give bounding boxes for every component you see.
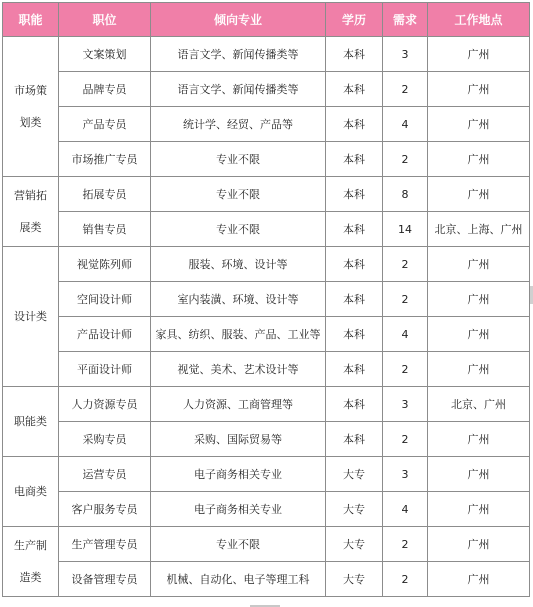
cell-count: 4 bbox=[383, 317, 428, 352]
cell-location: 广州 bbox=[428, 317, 530, 352]
cell-location: 广州 bbox=[428, 72, 530, 107]
table-row bbox=[3, 317, 530, 352]
cell-major: 机械、自动化、电子等理工科 bbox=[151, 562, 326, 597]
cell-education: 本科 bbox=[326, 317, 383, 352]
category-cell bbox=[3, 247, 59, 387]
cell-major: 室内装潢、环境、设计等 bbox=[151, 282, 326, 317]
cell-education: 本科 bbox=[326, 107, 383, 142]
cell-location: 广州 bbox=[428, 37, 530, 72]
cell-location: 广州 bbox=[428, 177, 530, 212]
category-label-line: 设计类 bbox=[14, 309, 47, 323]
cell-count: 4 bbox=[383, 492, 428, 527]
table-row bbox=[3, 37, 530, 72]
cell-count: 3 bbox=[383, 387, 428, 422]
cell-education: 本科 bbox=[326, 37, 383, 72]
table-row bbox=[3, 247, 530, 282]
cell-position: 人力资源专员 bbox=[59, 387, 151, 422]
cell-position: 采购专员 bbox=[59, 422, 151, 457]
cell-education: 本科 bbox=[326, 422, 383, 457]
category-cell bbox=[3, 457, 59, 527]
category-label-line: 营销拓 bbox=[14, 188, 47, 202]
cell-location: 北京、广州 bbox=[428, 387, 530, 422]
recruitment-table bbox=[2, 2, 530, 597]
cell-position: 生产管理专员 bbox=[59, 527, 151, 562]
cell-position: 视觉陈列师 bbox=[59, 247, 151, 282]
cell-count: 14 bbox=[383, 212, 428, 247]
cell-major: 专业不限 bbox=[151, 527, 326, 562]
cell-major: 人力资源、工商管理等 bbox=[151, 387, 326, 422]
header-major: 倾向专业 bbox=[151, 3, 326, 37]
cell-major: 专业不限 bbox=[151, 212, 326, 247]
table-row bbox=[3, 142, 530, 177]
cell-location: 广州 bbox=[428, 492, 530, 527]
cell-count: 2 bbox=[383, 142, 428, 177]
cell-education: 本科 bbox=[326, 212, 383, 247]
header-function: 职能 bbox=[3, 3, 59, 37]
cell-major: 采购、国际贸易等 bbox=[151, 422, 326, 457]
category-cell bbox=[3, 527, 59, 597]
table-row bbox=[3, 352, 530, 387]
cell-location: 广州 bbox=[428, 562, 530, 597]
cell-major: 专业不限 bbox=[151, 177, 326, 212]
cell-major: 统计学、经贸、产品等 bbox=[151, 107, 326, 142]
table-row bbox=[3, 282, 530, 317]
cell-position: 文案策划 bbox=[59, 37, 151, 72]
cell-position: 运营专员 bbox=[59, 457, 151, 492]
cell-position: 产品专员 bbox=[59, 107, 151, 142]
cell-position: 市场推广专员 bbox=[59, 142, 151, 177]
cell-position: 销售专员 bbox=[59, 212, 151, 247]
table-row bbox=[3, 72, 530, 107]
cell-education: 大专 bbox=[326, 457, 383, 492]
table-row bbox=[3, 457, 530, 492]
table-row bbox=[3, 212, 530, 247]
table-row bbox=[3, 107, 530, 142]
category-label-line: 造类 bbox=[19, 570, 42, 584]
cell-major: 专业不限 bbox=[151, 142, 326, 177]
cell-education: 大专 bbox=[326, 527, 383, 562]
cell-count: 4 bbox=[383, 107, 428, 142]
cell-location: 广州 bbox=[428, 107, 530, 142]
cell-count: 2 bbox=[383, 562, 428, 597]
cell-major: 家具、纺织、服装、产品、工业等 bbox=[151, 317, 326, 352]
cell-education: 本科 bbox=[326, 387, 383, 422]
category-label-line: 电商类 bbox=[14, 484, 47, 498]
cell-education: 大专 bbox=[326, 562, 383, 597]
cell-count: 2 bbox=[383, 422, 428, 457]
cell-major: 语言文学、新闻传播类等 bbox=[151, 72, 326, 107]
cell-location: 广州 bbox=[428, 457, 530, 492]
category-cell bbox=[3, 387, 59, 457]
cell-count: 3 bbox=[383, 37, 428, 72]
header-education: 学历 bbox=[326, 3, 383, 37]
cell-location: 广州 bbox=[428, 142, 530, 177]
cell-location: 广州 bbox=[428, 352, 530, 387]
cell-location: 北京、上海、广州 bbox=[428, 212, 530, 247]
category-label-line: 生产制 bbox=[14, 538, 47, 552]
cell-location: 广州 bbox=[428, 422, 530, 457]
category-cell bbox=[3, 37, 59, 177]
cell-position: 拓展专员 bbox=[59, 177, 151, 212]
category-label-line: 划类 bbox=[19, 115, 42, 129]
cell-position: 客户服务专员 bbox=[59, 492, 151, 527]
cell-education: 本科 bbox=[326, 282, 383, 317]
cell-education: 本科 bbox=[326, 247, 383, 282]
category-label-line: 市场策 bbox=[14, 83, 47, 97]
cell-major: 电子商务相关专业 bbox=[151, 457, 326, 492]
cell-count: 2 bbox=[383, 352, 428, 387]
cell-major: 视觉、美术、艺术设计等 bbox=[151, 352, 326, 387]
cell-count: 2 bbox=[383, 527, 428, 562]
table-row bbox=[3, 527, 530, 562]
cell-location: 广州 bbox=[428, 282, 530, 317]
header-count: 需求 bbox=[383, 3, 428, 37]
cell-location: 广州 bbox=[428, 247, 530, 282]
cell-education: 大专 bbox=[326, 492, 383, 527]
cell-education: 本科 bbox=[326, 142, 383, 177]
header-position: 职位 bbox=[59, 3, 151, 37]
cell-major: 电子商务相关专业 bbox=[151, 492, 326, 527]
category-label-line: 展类 bbox=[19, 220, 42, 234]
category-label-line: 职能类 bbox=[14, 414, 47, 428]
cell-position: 产品设计师 bbox=[59, 317, 151, 352]
cell-education: 本科 bbox=[326, 352, 383, 387]
cell-count: 2 bbox=[383, 72, 428, 107]
table-body bbox=[3, 37, 530, 597]
cell-major: 服装、环境、设计等 bbox=[151, 247, 326, 282]
cell-position: 空间设计师 bbox=[59, 282, 151, 317]
category-cell bbox=[3, 177, 59, 247]
cell-position: 设备管理专员 bbox=[59, 562, 151, 597]
table-row bbox=[3, 492, 530, 527]
table-header-row bbox=[3, 3, 530, 37]
cell-education: 本科 bbox=[326, 177, 383, 212]
cell-position: 平面设计师 bbox=[59, 352, 151, 387]
table-row bbox=[3, 177, 530, 212]
cell-position: 品牌专员 bbox=[59, 72, 151, 107]
cell-count: 2 bbox=[383, 282, 428, 317]
cell-count: 8 bbox=[383, 177, 428, 212]
table-row bbox=[3, 422, 530, 457]
header-location: 工作地点 bbox=[428, 3, 530, 37]
cell-count: 2 bbox=[383, 247, 428, 282]
cell-major: 语言文学、新闻传播类等 bbox=[151, 37, 326, 72]
cell-location: 广州 bbox=[428, 527, 530, 562]
cell-education: 本科 bbox=[326, 72, 383, 107]
cell-count: 3 bbox=[383, 457, 428, 492]
table-row bbox=[3, 562, 530, 597]
table-row bbox=[3, 387, 530, 422]
